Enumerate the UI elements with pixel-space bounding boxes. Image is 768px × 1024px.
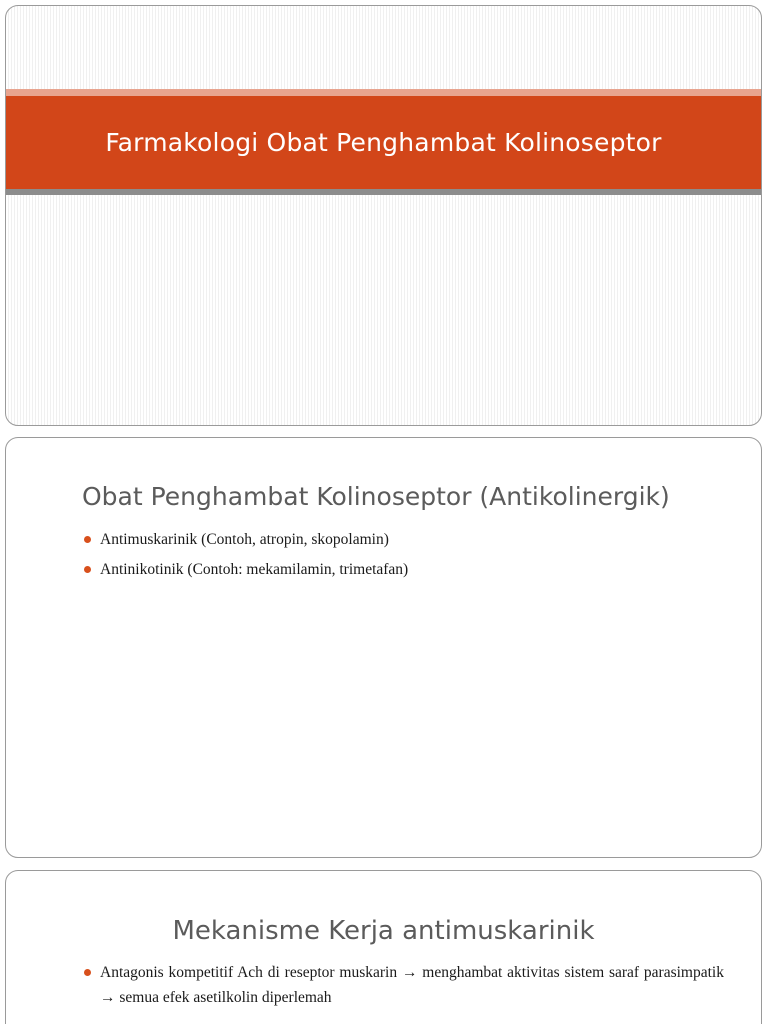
bullet-item [83, 960, 724, 1010]
bullet-text: Antagonis kompetitif Ach di reseptor muskarin → menghambat aktivitas sistem saraf parasimpatik → semua efek asetilkolin diperlemah [100, 964, 724, 1006]
bullet-text: Antinikotinik (Contoh: mekamilamin, trimetafan) [100, 561, 409, 578]
title-band [6, 96, 761, 189]
slide-heading: Obat Penghambat Kolinoseptor (Antikolinergik) [82, 482, 670, 511]
slide-antikolinergik [5, 437, 762, 858]
title-band-bottom-stripe [6, 189, 761, 195]
bullet-item [83, 560, 723, 580]
bullet-dot-icon [84, 969, 91, 976]
title-band-top-stripe [6, 89, 761, 96]
slide-title [5, 5, 762, 426]
bullet-list [83, 530, 723, 590]
slide-heading: Mekanisme Kerja antimuskarinik [172, 916, 595, 946]
bullet-dot-icon [84, 566, 91, 573]
bullet-dot-icon [84, 536, 91, 543]
bullet-text: Antimuskarinik (Contoh, atropin, skopolamin) [100, 531, 389, 548]
bullet-item [83, 530, 723, 550]
presentation-title: Farmakologi Obat Penghambat Kolinoseptor [105, 128, 662, 157]
bullet-list [83, 960, 724, 1020]
slide-mekanisme [5, 870, 762, 1024]
